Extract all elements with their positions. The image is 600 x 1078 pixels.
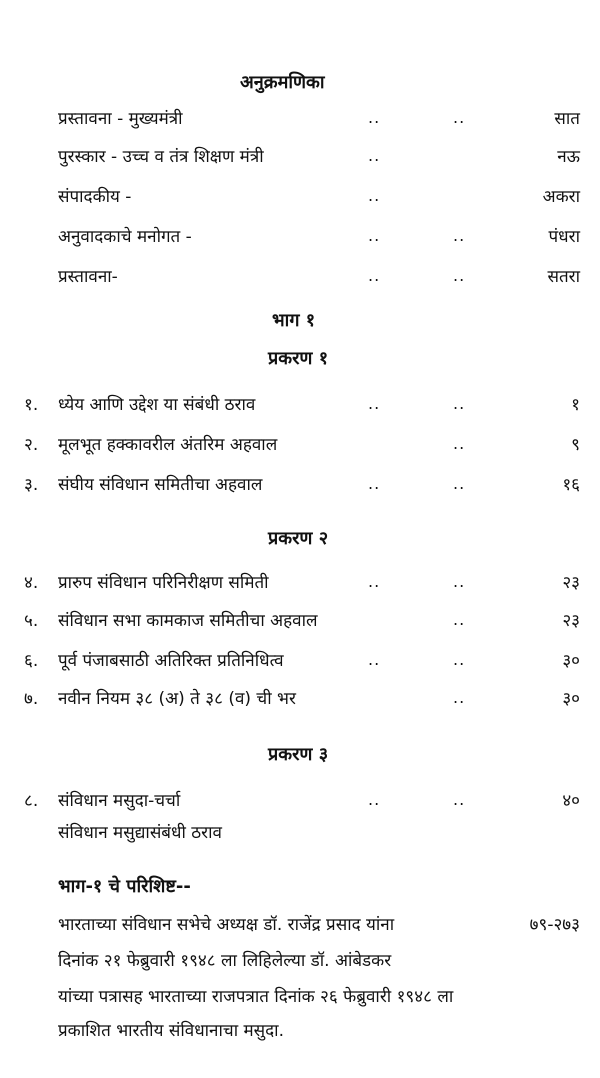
toc-page: २३	[562, 573, 580, 593]
toc-label: प्रस्तावना - मुख्यमंत्री	[58, 109, 183, 129]
leader-dots: ..	[453, 572, 466, 591]
toc-number: ७.	[24, 689, 39, 709]
leader-dots: ..	[368, 186, 381, 205]
toc-label: संपादकीय -	[58, 187, 132, 207]
leader-dots: ..	[453, 790, 466, 809]
appendix-line: यांच्या पत्रासह भारताच्या राजपत्रात दिनांक २६ फेब्रुवारी १९४८ ला	[58, 987, 454, 1007]
toc-label: नवीन नियम ३८ (अ) ते ३८ (व) ची भर	[58, 689, 296, 709]
toc-number: २.	[24, 435, 39, 455]
toc-label: संविधान मसुदा-चर्चा	[58, 791, 181, 811]
toc-label: मूलभूत हक्कावरील अंतरिम अहवाल	[58, 435, 278, 455]
toc-page: १	[571, 395, 580, 415]
toc-page: ३०	[562, 689, 580, 709]
toc-page: पंधरा	[548, 227, 580, 247]
leader-dots: ..	[453, 650, 466, 669]
toc-page: नऊ	[557, 147, 580, 167]
toc-label: संविधान सभा कामकाज समितीचा अहवाल	[58, 611, 318, 631]
appendix-line: दिनांक २१ फेब्रुवारी १९४८ ला लिहिलेल्या डॉ. आंबेडकर	[58, 951, 392, 971]
leader-dots: ..	[368, 650, 381, 669]
chapter-heading: प्रकरण १	[268, 348, 329, 369]
chapter-heading: प्रकरण ३	[268, 744, 329, 765]
toc-page: अकरा	[542, 187, 580, 207]
page-title: अनुक्रमणिका	[240, 72, 325, 93]
toc-page: ३०	[562, 651, 580, 671]
leader-dots: ..	[453, 610, 466, 629]
toc-label: संघीय संविधान समितीचा अहवाल	[58, 475, 263, 495]
part-heading: भाग १	[272, 310, 316, 331]
toc-number: ४.	[24, 573, 39, 593]
toc-label: पूर्व पंजाबसाठी अतिरिक्त प्रतिनिधित्व	[58, 651, 284, 671]
appendix-line: भारताच्या संविधान सभेचे अध्यक्ष डॉ. राजेंद्र प्रसाद यांना	[58, 915, 395, 935]
leader-dots: ..	[368, 572, 381, 591]
toc-label: पुरस्कार - उच्च व तंत्र शिक्षण मंत्री	[58, 147, 264, 167]
leader-dots: ..	[453, 474, 466, 493]
toc-page: १६	[562, 475, 580, 495]
appendix-line: प्रकाशित भारतीय संविधानाचा मसुदा.	[58, 1021, 284, 1041]
leader-dots: ..	[368, 474, 381, 493]
toc-sublabel: संविधान मसुद्यासंबंधी ठराव	[58, 823, 222, 843]
leader-dots: ..	[453, 266, 466, 285]
toc-number: ६.	[24, 651, 39, 671]
leader-dots: ..	[368, 226, 381, 245]
toc-page: २३	[562, 611, 580, 631]
toc-page: सात	[554, 109, 580, 129]
toc-label: अनुवादकाचे मनोगत -	[58, 227, 192, 247]
toc-page: सतरा	[547, 267, 580, 287]
toc-number: १.	[24, 395, 39, 415]
chapter-heading: प्रकरण २	[268, 528, 329, 549]
toc-number: ५.	[24, 611, 39, 631]
toc-page: ४०	[562, 791, 580, 811]
toc-label: प्रस्तावना-	[58, 267, 118, 287]
toc-label: प्रारुप संविधान परिनिरीक्षण समिती	[58, 573, 269, 593]
leader-dots: ..	[453, 688, 466, 707]
toc-number: ८.	[24, 791, 39, 811]
leader-dots: ..	[368, 394, 381, 413]
appendix-heading: भाग-१ चे परिशिष्ट--	[58, 876, 191, 897]
toc-page: ७९-२७३	[529, 915, 580, 935]
leader-dots: ..	[368, 266, 381, 285]
toc-number: ३.	[24, 475, 39, 495]
toc-label: ध्येय आणि उद्देश या संबंधी ठराव	[58, 395, 256, 415]
leader-dots: ..	[368, 146, 381, 165]
leader-dots: ..	[453, 394, 466, 413]
leader-dots: ..	[368, 108, 381, 127]
leader-dots: ..	[453, 108, 466, 127]
leader-dots: ..	[368, 790, 381, 809]
leader-dots: ..	[453, 226, 466, 245]
toc-page: ९	[571, 435, 580, 455]
leader-dots: ..	[453, 434, 466, 453]
